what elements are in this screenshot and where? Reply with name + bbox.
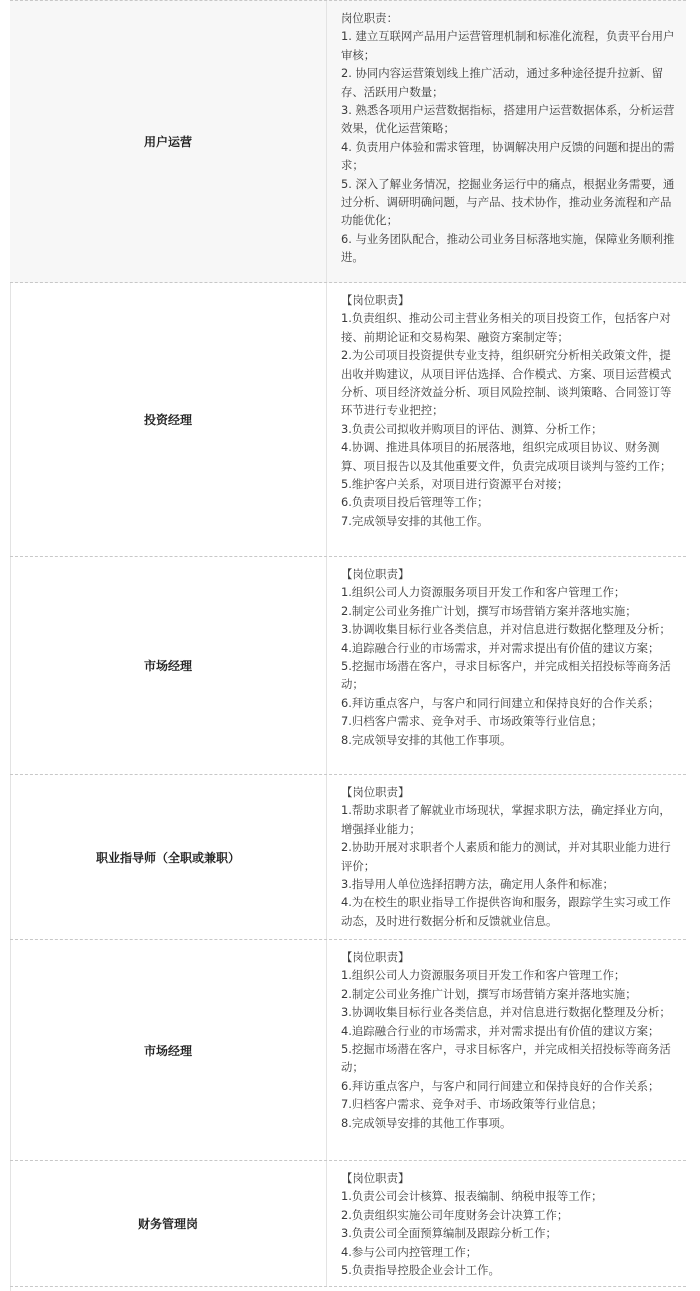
- duty-line: 【岗位职责】: [341, 1171, 410, 1185]
- duty-line: 8.完成领导安排的其他工作事项。: [341, 732, 512, 747]
- job-title: 职业指导师（全职或兼职）: [10, 775, 327, 939]
- duty-line: 5.挖掘市场潜在客户，寻求目标客户，并完成相关招投标等商务活动；: [341, 1042, 671, 1075]
- duty-line: 6. 与业务团队配合，推动公司业务目标落地实施，保障业务顺利推进。: [341, 231, 675, 265]
- table-row: [10, 775, 686, 940]
- job-title: 投资经理: [10, 283, 327, 556]
- duty-line: 7.归档客户需求、竞争对手、市场政策等行业信息；: [341, 714, 603, 729]
- job-duties: [327, 557, 686, 774]
- duty-line: 2.制定公司业务推广计划，撰写市场营销方案并落地实施；: [341, 603, 637, 618]
- table-row: [10, 0, 686, 283]
- table-row: [10, 557, 686, 775]
- duty-line: 岗位职责：: [341, 11, 398, 25]
- job-table: [10, 0, 686, 1287]
- table-row: [10, 283, 686, 557]
- duty-line: 2.为公司项目投资提供专业支持，组织研究分析相关政策文件，提出收并购建议，从项目评估选择、合作模式、方案、项目运营模式分析、项目经济效益分析、项目风险控制、谈判策略、合同签订等环节进行专业把控；: [341, 348, 672, 418]
- job-duties: [327, 775, 686, 939]
- duty-line: 3. 熟悉各项用户运营数据指标，搭建用户运营数据体系，分析运营效果，优化运营策略；: [341, 103, 675, 136]
- duty-line: 【岗位职责】: [341, 293, 410, 307]
- duty-line: 5.维护客户关系，对项目进行资源平台对接；: [341, 477, 569, 492]
- duty-line: 2.制定公司业务推广计划，撰写市场营销方案并落地实施；: [341, 986, 637, 1001]
- duty-line: 4.追踪融合行业的市场需求，并对需求提出有价值的建议方案；: [341, 1023, 660, 1038]
- job-title: 财务管理岗: [10, 1161, 327, 1286]
- duty-line: 5. 深入了解业务情况，挖掘业务运行中的痛点，根据业务需要，通过分析、调研明确问题，与产品、技术协作，推动业务流程和产品功能优化；: [341, 176, 675, 228]
- duty-line: 3.负责公司拟收并购项目的评估、测算、分析工作；: [341, 421, 603, 436]
- duty-line: 5.负责指导控股企业会计工作。: [341, 1263, 500, 1278]
- duty-line: 6.负责项目投后管理等工作；: [341, 495, 489, 510]
- duty-line: 2. 协同内容运营策划线上推广活动，通过多种途径提升拉新、留存、活跃用户数量；: [341, 66, 664, 99]
- job-duties: [327, 1161, 686, 1286]
- duty-line: 2.负责组织实施公司年度财务会计决算工作；: [341, 1207, 569, 1222]
- duty-line: 1.帮助求职者了解就业市场现状，掌握求职方法，确定择业方向，增强择业能力；: [341, 803, 671, 836]
- duty-line: 4.追踪融合行业的市场需求，并对需求提出有价值的建议方案；: [341, 640, 660, 655]
- duty-line: 【岗位职责】: [341, 567, 410, 581]
- duty-line: 3.负责公司全面预算编制及跟踪分析工作；: [341, 1226, 557, 1241]
- job-title: 市场经理: [10, 557, 327, 774]
- duty-line: 1.负责公司会计核算、报表编制、纳税申报等工作；: [341, 1189, 603, 1204]
- table-row: [10, 1161, 686, 1287]
- duty-line: 3.协调收集目标行业各类信息，并对信息进行数据化整理及分析；: [341, 1005, 671, 1020]
- job-duties: [327, 1, 686, 282]
- duty-line: 1.负责组织、推动公司主营业务相关的项目投资工作，包括客户对接、前期论证和交易构架、融资方案制定等；: [341, 311, 671, 344]
- duty-line: 8.完成领导安排的其他工作事项。: [341, 1115, 512, 1130]
- duty-line: 4.参与公司内控管理工作；: [341, 1244, 478, 1259]
- job-duties: [327, 940, 686, 1160]
- duty-line: 6.拜访重点客户，与客户和同行间建立和保持良好的合作关系；: [341, 695, 660, 710]
- duty-line: 1.组织公司人力资源服务项目开发工作和客户管理工作；: [341, 968, 626, 983]
- duty-line: 3.指导用人单位选择招聘方法，确定用人条件和标准；: [341, 877, 614, 892]
- duty-line: 4.为在校生的职业指导工作提供咨询和服务，跟踪学生实习或工作动态，及时进行数据分析和反馈就业信息。: [341, 895, 671, 928]
- duty-line: 【岗位职责】: [341, 785, 410, 799]
- job-duties: [327, 283, 686, 556]
- duty-line: 1.组织公司人力资源服务项目开发工作和客户管理工作；: [341, 585, 626, 600]
- duty-line: 1. 建立互联网产品用户运营管理机制和标准化流程，负责平台用户审核；: [341, 29, 675, 62]
- job-title: 用户运营: [10, 1, 327, 282]
- duty-line: 6.拜访重点客户，与客户和同行间建立和保持良好的合作关系；: [341, 1078, 660, 1093]
- duty-line: 7.完成领导安排的其他工作。: [341, 513, 489, 528]
- duty-line: 3.协调收集目标行业各类信息，并对信息进行数据化整理及分析；: [341, 622, 671, 637]
- duty-line: 4.协调、推进具体项目的拓展落地，组织完成项目协议、财务测算、项目报告以及其他重要文件，负责完成项目谈判与签约工作；: [341, 440, 672, 473]
- table-row: [10, 940, 686, 1161]
- duty-line: 【岗位职责】: [341, 950, 410, 964]
- duty-line: 7.归档客户需求、竞争对手、市场政策等行业信息；: [341, 1097, 603, 1112]
- duty-line: 5.挖掘市场潜在客户，寻求目标客户，并完成相关招投标等商务活动；: [341, 659, 671, 692]
- duty-line: 4. 负责用户体验和需求管理，协调解决用户反馈的问题和提出的需求；: [341, 139, 675, 173]
- job-title: 市场经理: [10, 940, 327, 1160]
- duty-line: 2.协助开展对求职者个人素质和能力的测试，并对其职业能力进行评价；: [341, 840, 671, 873]
